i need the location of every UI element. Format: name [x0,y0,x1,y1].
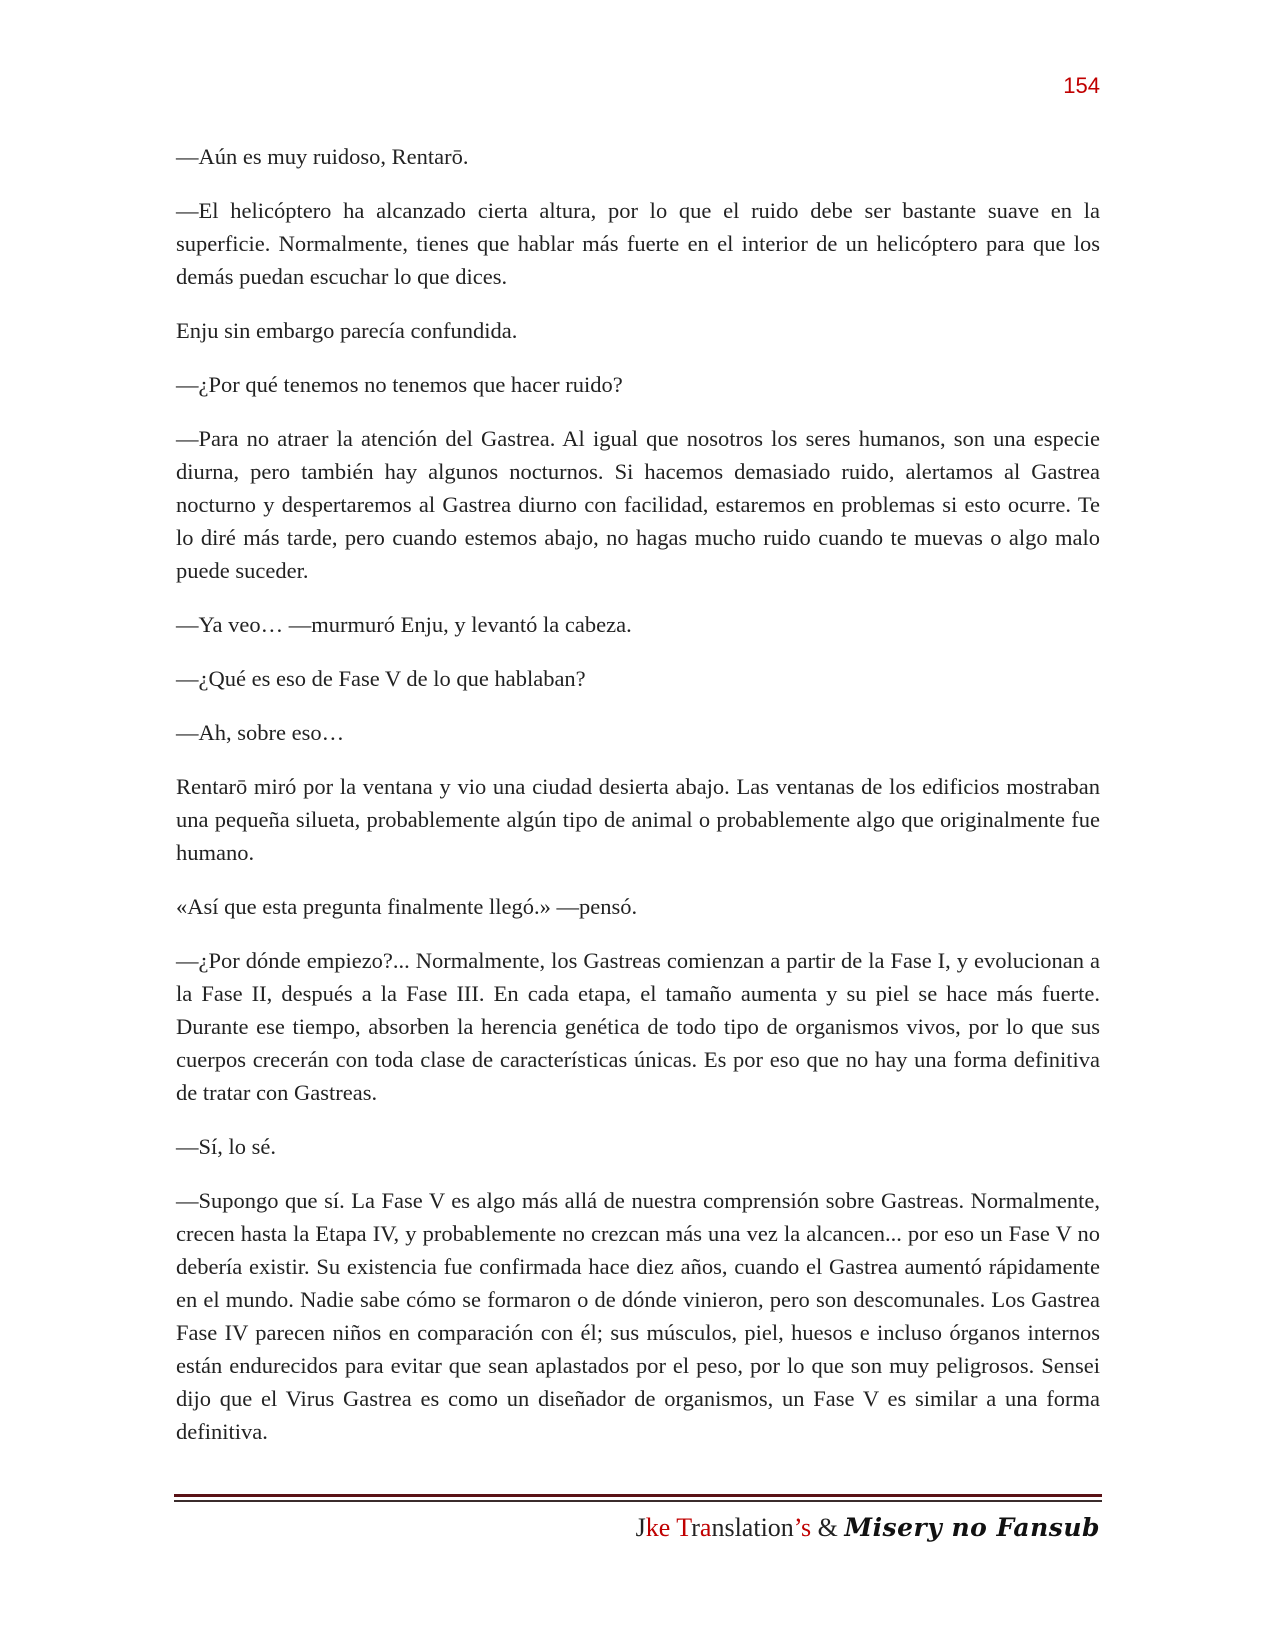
footer-translation-r: r [691,1513,700,1542]
paragraph: Enju sin embargo parecía confundida. [176,318,518,343]
footer-credits [600,1510,1100,1546]
paragraph: —¿Por dónde empiezo?... Normalmente, los Gastreas comienzan a partir de la Fase I, y evolucionan a la Fase II, después a la Fase III. En cada etapa, el tamaño aumenta y su piel se hace más fuerte. Durante ese tiempo, absorben la herencia genética de todo tipo de organismos vivos, por lo que sus cuerpos crecerán con toda clase de características únicas. Es por eso que no hay una forma definitiva de tratar con Gastreas. [176,948,1100,1105]
paragraph: —Ah, sobre eso… [176,720,345,745]
footer-translation-s: ’s [793,1513,812,1542]
page-number: 154 [1063,73,1100,98]
paragraph: —¿Qué es eso de Fase V de lo que hablaban? [176,666,586,691]
paragraph: —El helicóptero ha alcanzado cierta altura, por lo que el ruido debe ser bastante suave en la superficie. Normalmente, tienes que hablar más fuerte en el interior de un helicóptero para que los demás puedan escuchar lo que dices. [176,198,1100,289]
paragraph: —Supongo que sí. La Fase V es algo más allá de nuestra comprensión sobre Gastreas. Normalmente, crecen hasta la Etapa IV, y probablemente no crezcan más una vez la alcancen... por eso un Fase V no debería existir. Su existencia fue confirmada hace diez años, cuando el Gastrea aumentó rápidamente en el mundo. Nadie sabe cómo se formaron o de dónde vinieron, pero son descomunales. Los Gastrea Fase IV parecen niños en comparación con él; sus músculos, piel, huesos e incluso órganos internos están endurecidos para evitar que sean aplastados por el peso, por lo que son muy peligrosos. Sensei dijo que el Virus Gastrea es como un diseñador de organismos, un Fase V es similar a una forma definitiva. [176,1188,1100,1444]
footer-translation-t: T [676,1513,692,1542]
footer-ampersand: & [811,1513,845,1542]
footer-rule-top [174,1494,1102,1497]
footer-translation-rest: nslation [711,1513,794,1542]
paragraph: Rentarō miró por la ventana y vio una ciudad desierta abajo. Las ventanas de los edificios mostraban una pequeña silueta, probablemente algún tipo de animal o probablemente algo que originalmente fue humano. [176,774,1100,865]
paragraph: —Aún es muy ruidoso, Rentarō. [176,144,469,169]
footer-misery-logo: Misery no Fansub [844,1513,1100,1542]
document-body [176,140,1100,1469]
paragraph: —Ya veo… —murmuró Enju, y levantó la cabeza. [176,612,632,637]
paragraph: —Para no atraer la atención del Gastrea. Al igual que nosotros los seres humanos, son una especie diurna, pero también hay algunos nocturnos. Si hacemos demasiado ruido, alertamos al Gastrea nocturno y despertaremos al Gastrea diurno con facilidad, estaremos en problemas si esto ocurre. Te lo diré más tarde, pero cuando estemos abajo, no hagas mucho ruido cuando te muevas o algo malo puede suceder. [176,426,1100,583]
paragraph: «Así que esta pregunta finalmente llegó.» —pensó. [176,894,638,919]
footer-translation-a: a [699,1513,712,1542]
footer-jke-j: J [635,1513,646,1542]
paragraph: —Sí, lo sé. [176,1134,277,1159]
footer-rule-bottom [174,1500,1102,1502]
footer-jke-rest: ke [645,1513,677,1542]
paragraph: —¿Por qué tenemos no tenemos que hacer ruido? [176,372,623,397]
